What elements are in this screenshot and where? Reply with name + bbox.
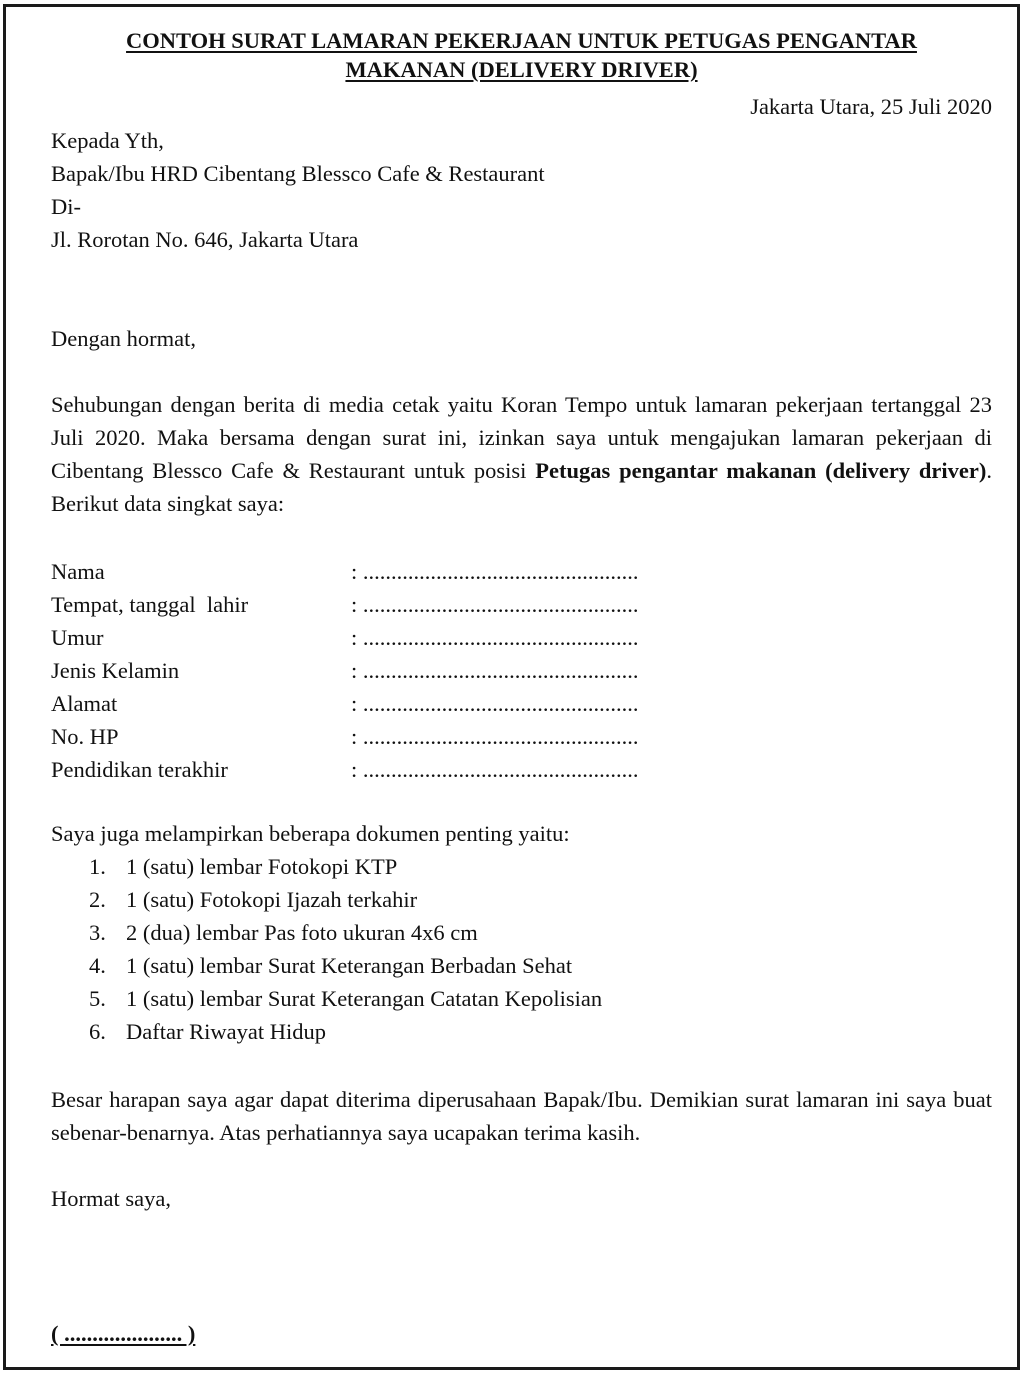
field-row bbox=[51, 720, 992, 753]
field-blank-pendidikan: : ................................................. bbox=[351, 757, 639, 782]
letter-date: Jakarta Utara, 25 Juli 2020 bbox=[750, 94, 992, 119]
field-row bbox=[51, 621, 992, 654]
closing-salutation: Hormat saya, bbox=[51, 1186, 171, 1211]
field-blank-ttl: : ................................................. bbox=[351, 592, 639, 617]
intro-paragraph bbox=[51, 388, 992, 520]
list-number: 3. bbox=[89, 920, 106, 945]
field-row bbox=[51, 555, 992, 588]
recipient-line-1: Kepada Yth, bbox=[51, 128, 164, 153]
field-label-nama: Nama bbox=[51, 559, 105, 584]
closing-paragraph: Besar harapan saya agar dapat diterima diperusahaan Bapak/Ibu. Demikian surat lamaran ini saya buat sebenar-benarnya. Atas perhatiannya saya ucapakan terima kasih. bbox=[51, 1087, 992, 1145]
field-blank-no-hp: : ................................................. bbox=[351, 724, 639, 749]
list-item bbox=[51, 850, 992, 883]
title-line-2: MAKANAN (DELIVERY DRIVER) bbox=[345, 57, 698, 82]
title-line-1: CONTOH SURAT LAMARAN PEKERJAAN UNTUK PETUGAS PENGANTAR bbox=[126, 28, 917, 53]
field-label-alamat: Alamat bbox=[51, 691, 118, 716]
list-item bbox=[51, 1015, 992, 1048]
field-label-jenis-kelamin: Jenis Kelamin bbox=[51, 658, 180, 683]
field-label-umur: Umur bbox=[51, 625, 104, 650]
field-row bbox=[51, 654, 992, 687]
greeting: Dengan hormat, bbox=[51, 326, 196, 351]
letter-title bbox=[51, 26, 992, 84]
list-text: 1 (satu) Fotokopi Ijazah terkahir bbox=[126, 887, 418, 912]
field-label-no-hp: No. HP bbox=[51, 724, 119, 749]
field-blank-alamat: : ................................................. bbox=[351, 691, 639, 716]
list-item bbox=[51, 916, 992, 949]
intro-text-end: . Berikut data singkat saya: bbox=[51, 458, 993, 516]
list-text: 2 (dua) lembar Pas foto ukuran 4x6 cm bbox=[126, 920, 478, 945]
documents-list bbox=[51, 850, 992, 1048]
recipient-line-4: Jl. Rorotan No. 646, Jakarta Utara bbox=[51, 227, 359, 252]
list-text: Daftar Riwayat Hidup bbox=[126, 1019, 326, 1044]
field-label-ttl: Tempat, tanggal lahir bbox=[51, 592, 249, 617]
field-row bbox=[51, 588, 992, 621]
list-item bbox=[51, 982, 992, 1015]
applicant-data-fields bbox=[51, 555, 992, 786]
field-label-pendidikan: Pendidikan terakhir bbox=[51, 757, 228, 782]
signature-line: ( ..................... ) bbox=[51, 1321, 196, 1346]
field-blank-nama: : ................................................. bbox=[351, 559, 639, 584]
list-number: 6. bbox=[89, 1019, 106, 1044]
recipient-line-3: Di- bbox=[51, 194, 81, 219]
list-number: 4. bbox=[89, 953, 106, 978]
recipient-line-2: Bapak/Ibu HRD Cibentang Blessco Cafe & Restaurant bbox=[51, 161, 545, 186]
position-name: Petugas pengantar makanan (delivery driver) bbox=[535, 458, 987, 483]
list-number: 5. bbox=[89, 986, 106, 1011]
recipient-block bbox=[51, 124, 545, 256]
list-number: 1. bbox=[89, 854, 106, 879]
list-text: 1 (satu) lembar Fotokopi KTP bbox=[126, 854, 398, 879]
field-row bbox=[51, 687, 992, 720]
field-row bbox=[51, 753, 992, 786]
field-blank-jenis-kelamin: : ................................................. bbox=[351, 658, 639, 683]
list-item bbox=[51, 883, 992, 916]
list-text: 1 (satu) lembar Surat Keterangan Catatan Kepolisian bbox=[126, 986, 603, 1011]
list-item bbox=[51, 949, 992, 982]
list-number: 2. bbox=[89, 887, 106, 912]
intro-text: Sehubungan dengan berita di media cetak yaitu Koran Tempo untuk lamaran pekerjaan tertanggal 23 Juli 2020. Maka bersama dengan surat ini, izinkan saya untuk mengajukan lamaran pekerjaan di Cibentang Blessco Cafe & Restaurant untuk posisi bbox=[51, 392, 992, 483]
list-text: 1 (satu) lembar Surat Keterangan Berbadan Sehat bbox=[126, 953, 573, 978]
documents-intro: Saya juga melampirkan beberapa dokumen penting yaitu: bbox=[51, 821, 570, 846]
field-blank-umur: : ................................................. bbox=[351, 625, 639, 650]
